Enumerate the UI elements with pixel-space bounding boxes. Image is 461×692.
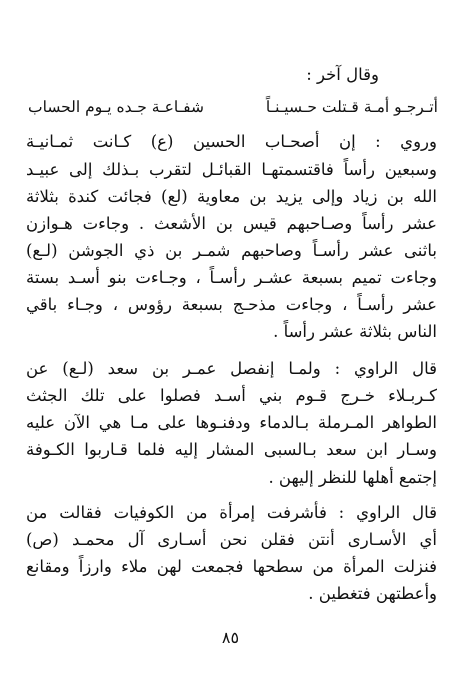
paragraph-line: قال الراوي : ولمـا إنفصل عمـر بن سعد (لـع) عن <box>26 359 437 378</box>
paragraph-line: إجتمع أهلها للنظر إليهن . <box>268 468 437 487</box>
poem-verse <box>28 96 438 118</box>
page-number: ٨٥ <box>221 628 240 647</box>
paragraph-line: وروي : إن أصحـاب الحسين (ع) كـانت ثمـانيـة <box>26 132 437 151</box>
paragraph-line: وسبعين رأساً فاقتسمتهـا القبائـل لتقرب بـذلك إلى عبيـد <box>26 160 437 179</box>
paragraph-line: الله بن زياد وإلى يزيد بن معاوية (لع) فجائت كندة بثلاثة <box>26 187 437 206</box>
paragraph-line: عشر رأساً وصـاحبهم قيس بن الأشعث . وجاءت هـوازن <box>26 214 437 233</box>
paragraph-line: فنزلت المرأة من سطحها فجمعت لهن ملاء وارزاً ومقانع <box>26 557 437 576</box>
poem-left-hemistich: شفـاعـة جـده يـوم الحساب <box>28 98 204 116</box>
paragraph-line: وجاءت تميم بسبعة عشـر رأسـاً ، وجـاءت بنو أسـد بستة <box>26 268 437 287</box>
paragraph-line: قال الراوي : فأشرفت إمرأة من الكوفيات فقالت من <box>26 503 437 522</box>
paragraph-line: الطواهر المـرملة بـالدماء ودفنـوها على مـا هي الآن عليه <box>26 413 437 432</box>
paragraph-line: وسـار ابن سعد بـالسبى المشار إليه فلما قـاربوا الكـوفة <box>26 440 437 459</box>
paragraph-line: عشر رأسـاً ، وجاءت مذحـج بسبعة رؤوس ، وجـاء باقي <box>26 295 437 314</box>
paragraph-line: كـربـلاء خـرج قـوم بني أسـد فصلوا على تلك الجثث <box>26 386 437 405</box>
paragraph-line: أي الأسـارى أنتن فقلن نحن أسـارى آل محمـد (ص) <box>26 530 437 549</box>
paragraph-line: وأعطتهن فتغطين . <box>308 584 437 603</box>
paragraph-line: باثنى عشر رأسـاً وصاحبهم شمـر بن ذي الجوشن (لـع) <box>26 241 437 260</box>
poem-right-hemistich: أتـرجـو أمـة قـتلت حـسيـنـاً <box>265 98 438 116</box>
heading: وقال آخر : <box>306 65 379 84</box>
paragraph-line: الناس بثلاثة عشر رأساً . <box>273 322 437 341</box>
